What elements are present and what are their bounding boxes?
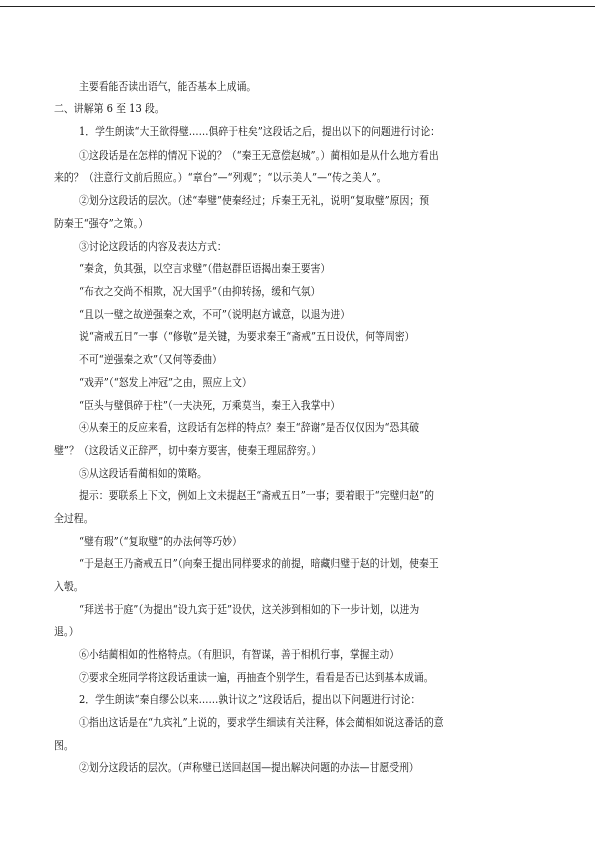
text-line: 1．学生朗读“大王欲得璧……俱碎于柱矣”这段话之后，提出以下的问题进行讨论： <box>79 125 441 138</box>
text-line: 2．学生朗读“秦自缪公以来……孰计议之”这段话后，提出以下问题进行讨论： <box>79 693 421 706</box>
text-line: ③讨论这段话的内容及表达方式： <box>79 240 227 253</box>
text-line: “秦贪，负其强，以空言求璧”（借赵群臣语揭出秦王要害） <box>79 262 331 275</box>
text-line: 主要看能否读出语气，能否基本上成诵。 <box>79 80 257 93</box>
text-line: 来的？（注意行文前后照应。）“章台”—“列观”；“以示美人”—“传之美人”。 <box>54 171 387 184</box>
text-line: 入彀。 <box>54 580 84 593</box>
text-line: 提示：要联系上下文，例如上文未提赵王“斋戒五日”一事；要着眼于“完璧归赵”的 <box>79 489 434 502</box>
text-line: ⑥小结蔺相如的性格特点。（有胆识，有智谋，善于相机行事，掌握主动） <box>79 648 400 661</box>
text-line: “戏弄”（“怒发上冲冠”之由，照应上文） <box>79 376 252 389</box>
text-line: “且以一璧之故逆强秦之欢，不可”（说明赵方诚意，以退为进） <box>79 308 351 321</box>
text-line: “于是赵王乃斋戒五日”（向秦王提出同样要求的前提，暗藏归璧于赵的计划，使秦王 <box>79 557 439 570</box>
text-line: ⑦要求全班同学将这段话重读一遍，再抽查个别学生，看看是否已达到基本成诵。 <box>79 671 434 684</box>
text-line: 退。） <box>54 625 79 638</box>
text-line: ④从秦王的反应来看，这段话有怎样的特点？秦王“辞谢”是否仅仅因为“恐其破 <box>79 421 420 434</box>
text-line: “布衣之交尚不相欺，况大国乎”（由抑转扬，缓和气氛） <box>79 285 321 298</box>
text-line: ①这段话是在怎样的情况下说的？（“秦王无意偿赵城”。）蔺相如是从什么地方看出 <box>79 149 439 162</box>
text-line: ②划分这段话的层次。（述“奉璧”使秦经过；斥秦王无礼，说明“复取璧”原因；预 <box>79 194 430 207</box>
text-line: 防秦王“强夺”之策。） <box>54 217 149 230</box>
text-line: 璧”？（这段话义正辞严，切中秦方要害，使秦王理屈辞穷。） <box>54 444 322 457</box>
text-line: “璧有瑕”（“复取璧”的办法何等巧妙） <box>79 535 242 548</box>
text-line: ②划分这段话的层次。（声称璧已送回赵国—提出解决问题的办法—甘愿受刑） <box>79 761 419 774</box>
text-line: 全过程。 <box>54 512 94 525</box>
text-line: “臣头与璧俱碎于柱”（一夫决死，万乘莫当，秦王入我掌中） <box>79 399 341 412</box>
text-line: 不可“逆强秦之欢”（又何等委曲） <box>79 353 223 366</box>
text-line: ①指出这话是在“九宾礼”上说的，要求学生细读有关注释，体会蔺相如说这番话的意 <box>79 716 444 729</box>
text-line: ⑤从这段话看蔺相如的策略。 <box>79 467 208 480</box>
text-line: “拜送书于庭”（为提出“设九宾于廷”设伏，这关涉到相如的下一步计划，以进为 <box>79 603 420 616</box>
text-line: 说“斋戒五日”一事（“修敬”是关键，为要求秦王“斋戒”五日设伏，何等周密） <box>79 330 415 343</box>
section-heading: 二、讲解第 6 至 13 段。 <box>54 102 165 115</box>
text-line: 图。 <box>54 739 74 752</box>
